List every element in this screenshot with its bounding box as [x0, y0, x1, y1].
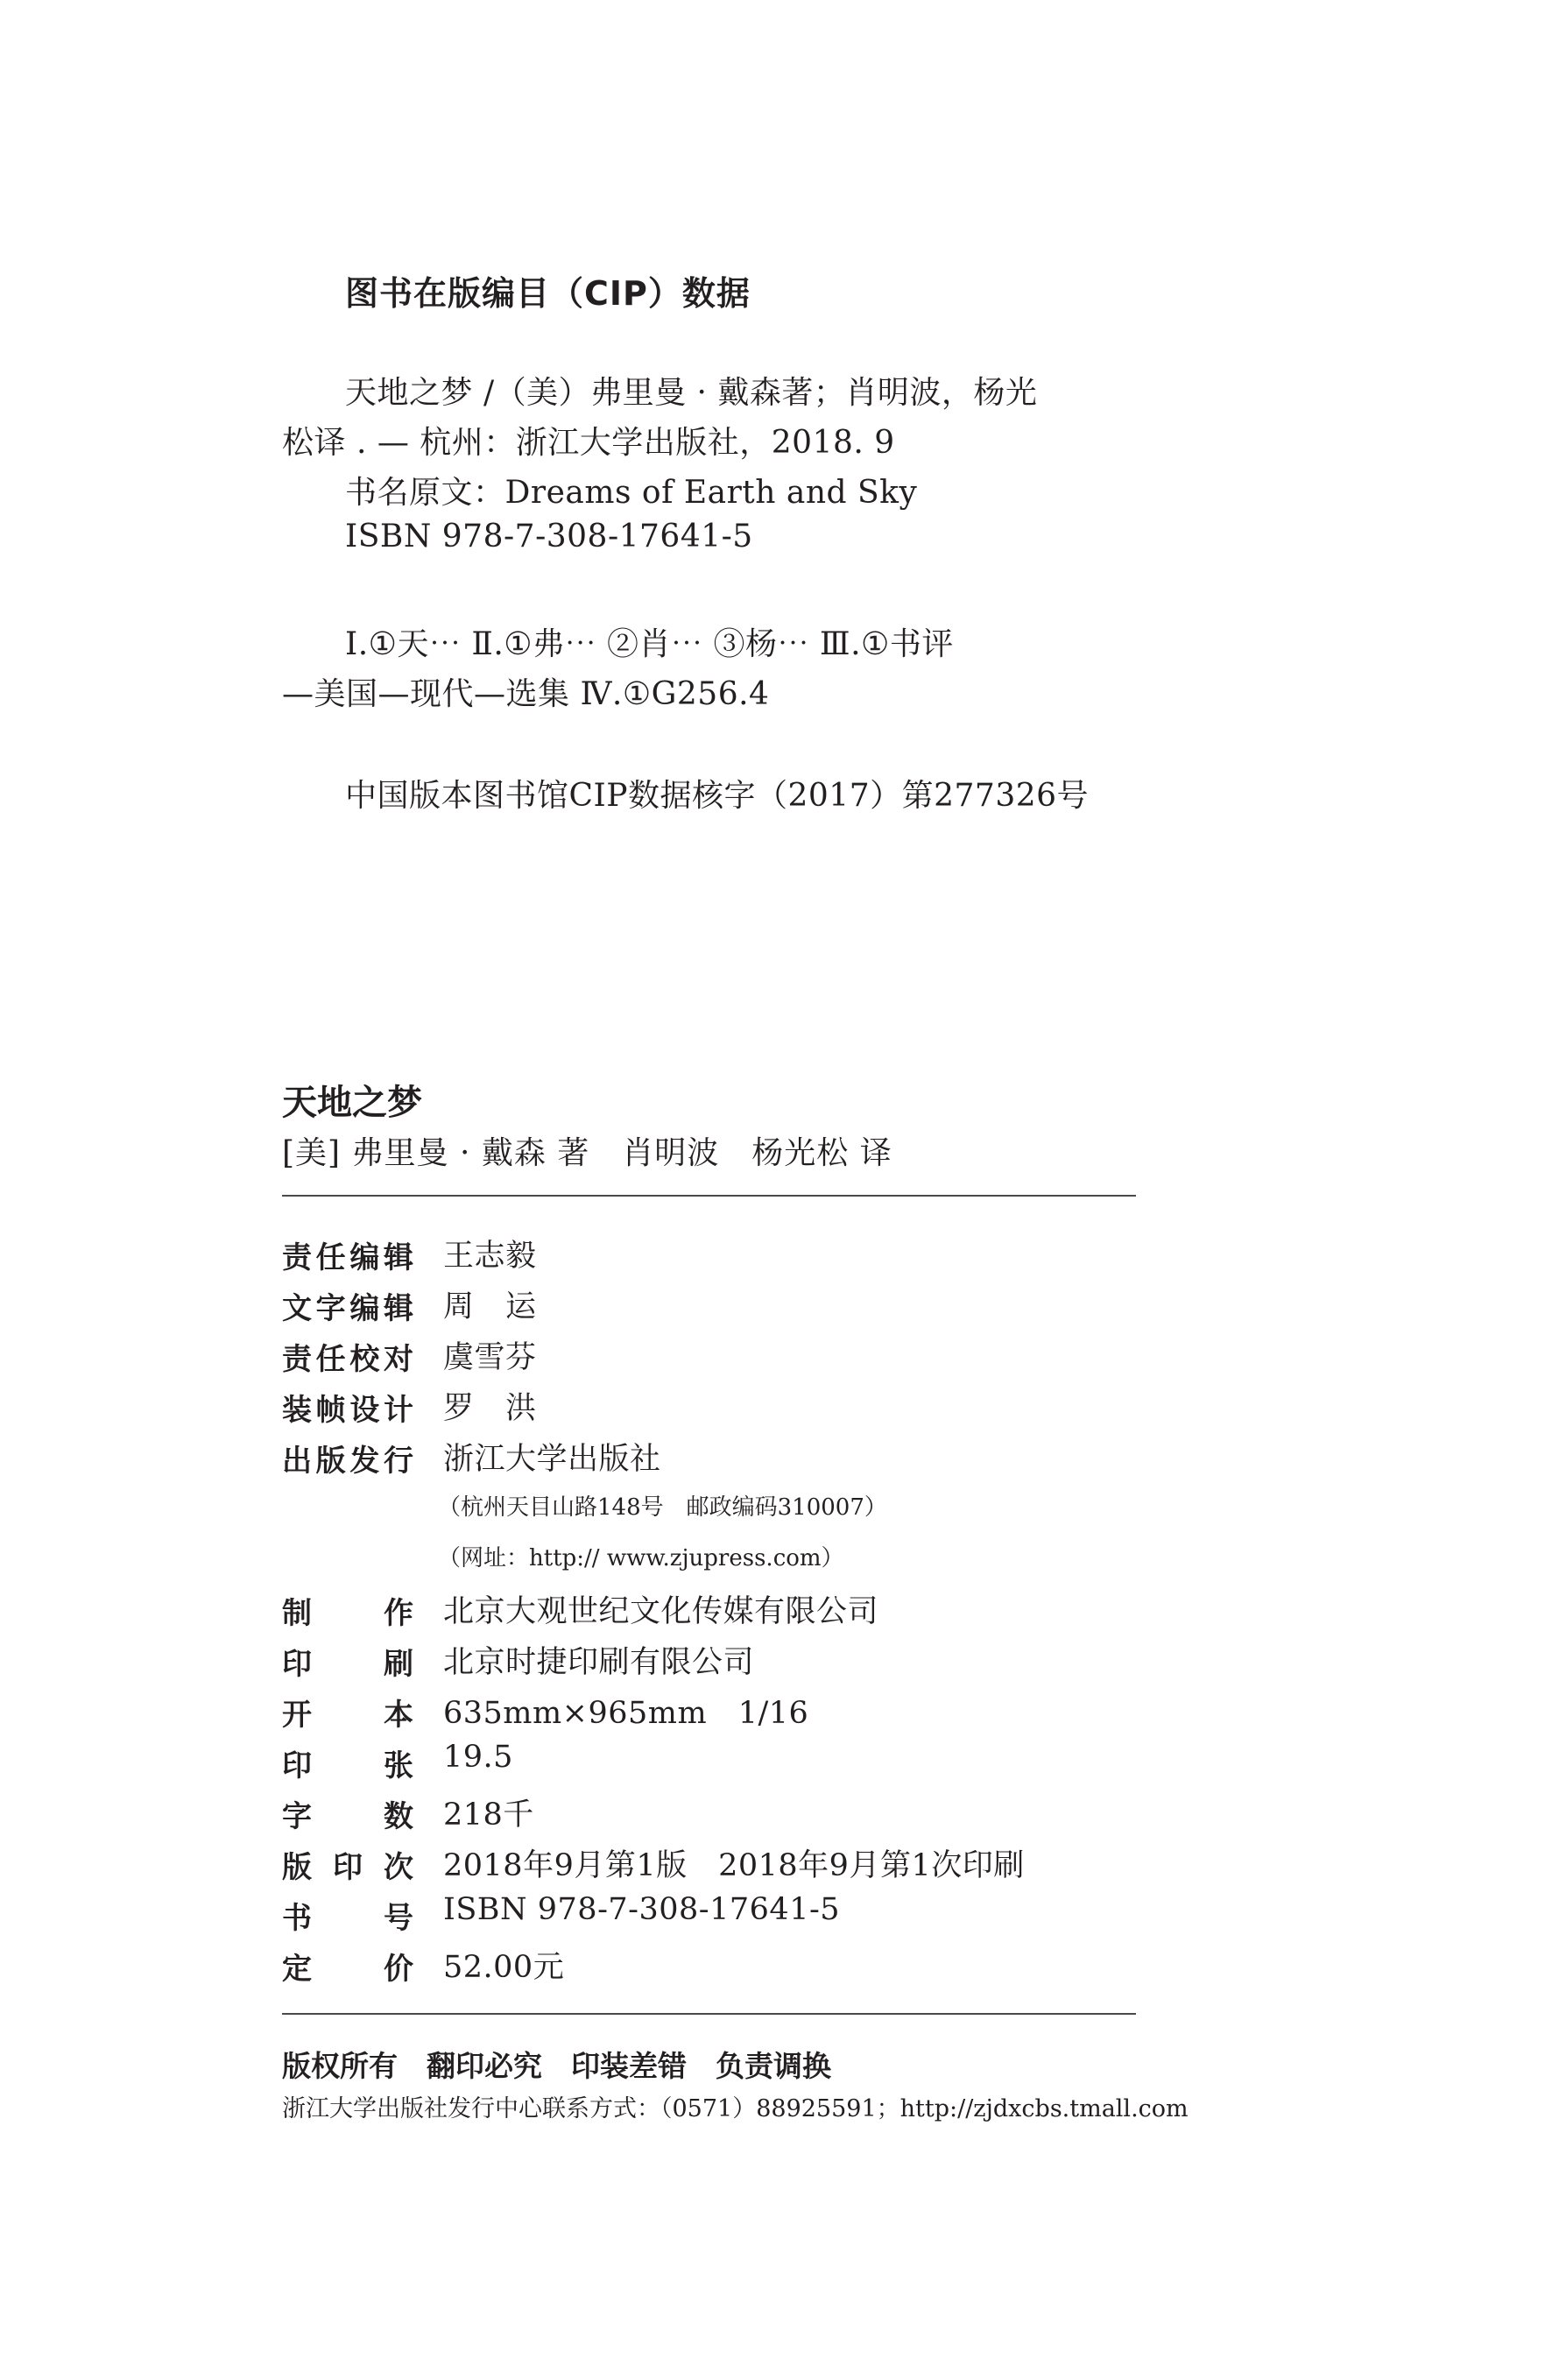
- book-title: 天地之梦: [282, 1083, 422, 1123]
- credit-value-publisher: 浙江大学出版社: [443, 1442, 661, 1477]
- credit-value-editor: 王志毅: [443, 1239, 537, 1274]
- credit-label-word-count: 字 数: [282, 1799, 413, 1834]
- rights-statement: 版权所有 翻印必究 印装差错 负责调换: [282, 2049, 831, 2083]
- credit-label-isbn: 书 号: [282, 1901, 413, 1936]
- distribution-contact: 浙江大学出版社发行中心联系方式：（0571）88925591；http://zjdxcbs.tmall.com: [282, 2095, 1189, 2122]
- credit-value-printer: 北京时捷印刷有限公司: [443, 1645, 755, 1680]
- credit-label-sheets: 印 张: [282, 1748, 413, 1783]
- cip-record-number: 中国版本图书馆CIP数据核字（2017）第277326号: [345, 778, 1090, 814]
- credit-label-publisher: 出 版 发 行: [282, 1444, 413, 1479]
- cip-heading: 图书在版编目（CIP）数据: [345, 274, 751, 313]
- publisher-address: （杭州天目山路148号 邮政编码310007）: [438, 1494, 887, 1521]
- cip-line-2: 松译 . — 杭州：浙江大学出版社，2018. 9: [282, 425, 895, 461]
- credit-value-text-editor: 周 运: [443, 1289, 537, 1324]
- credit-value-price: 52.00元: [443, 1950, 565, 1985]
- credit-value-format: 635mm×965mm 1/16: [443, 1696, 809, 1731]
- credit-label-format: 开 本: [282, 1698, 413, 1733]
- credit-label-edition: 版 印 次: [282, 1850, 413, 1885]
- bottom-divider: [282, 2013, 1136, 2015]
- credit-label-editor: 责 任 编 辑: [282, 1240, 413, 1275]
- credit-value-edition: 2018年9月第1版 2018年9月第1次印刷: [443, 1848, 1025, 1883]
- cip-line-5: Ⅰ.①天⋯ Ⅱ.①弗⋯ ②肖⋯ ③杨⋯ Ⅲ.①书评: [345, 626, 954, 662]
- credit-label-proofreader: 责 任 校 对: [282, 1342, 413, 1377]
- credit-label-designer: 装 帧 设 计: [282, 1393, 413, 1428]
- credit-label-price: 定 价: [282, 1952, 413, 1987]
- credit-label-printer: 印 刷: [282, 1647, 413, 1682]
- cip-line-3: 书名原文：Dreams of Earth and Sky: [345, 475, 918, 511]
- credit-value-producer: 北京大观世纪文化传媒有限公司: [443, 1594, 879, 1629]
- credit-value-isbn: ISBN 978-7-308-17641-5: [443, 1892, 841, 1927]
- credit-value-word-count: 218千: [443, 1797, 534, 1833]
- credit-label-text-editor: 文 字 编 辑: [282, 1291, 413, 1326]
- credit-value-proofreader: 虞雪芬: [443, 1340, 537, 1375]
- publisher-website: （网址：http:// www.zjupress.com）: [438, 1545, 844, 1571]
- top-divider: [282, 1195, 1136, 1197]
- book-authors: [美] 弗里曼 · 戴森 著 肖明波 杨光松 译: [282, 1135, 892, 1171]
- cip-line-6: —美国—现代—选集 Ⅳ.①G256.4: [282, 676, 770, 712]
- credit-label-producer: 制 作: [282, 1596, 413, 1631]
- cip-line-1: 天地之梦 /（美）弗里曼 · 戴森著；肖明波，杨光: [345, 375, 1038, 411]
- cip-line-4: ISBN 978-7-308-17641-5: [345, 519, 753, 554]
- credit-value-sheets: 19.5: [443, 1740, 513, 1775]
- credit-value-designer: 罗 洪: [443, 1391, 537, 1426]
